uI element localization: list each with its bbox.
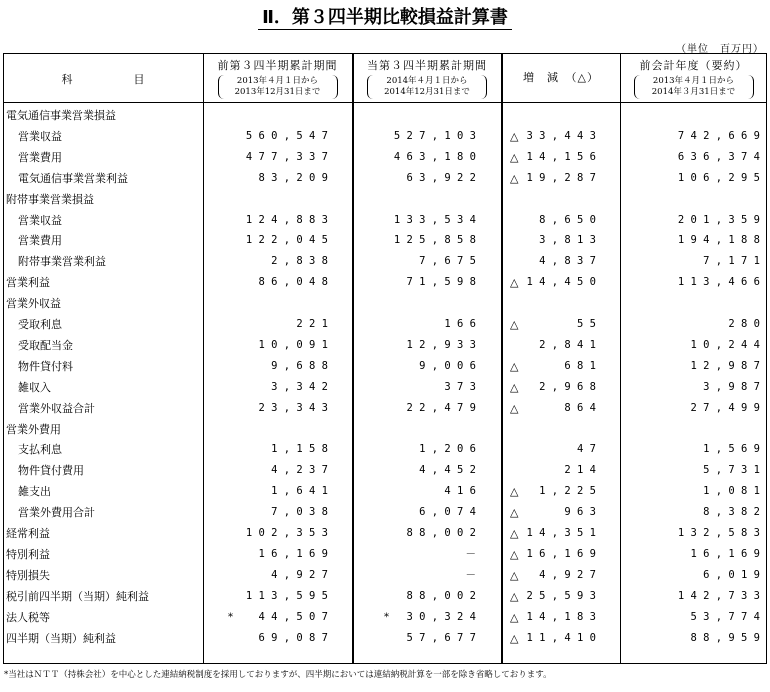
value-prior-year: 3 , 9 8 7 xyxy=(703,380,760,393)
value-prev-period: 1 2 2 , 0 4 5 xyxy=(245,234,328,247)
value-prev-period: 1 1 3 , 5 9 5 xyxy=(245,589,328,602)
value-change: 1 4 , 1 5 6 xyxy=(526,150,596,163)
negative-mark: △ xyxy=(510,276,519,290)
value-current-period: 8 8 , 0 0 2 xyxy=(406,527,476,539)
value-change: 2 , 8 4 1 xyxy=(539,338,596,351)
table-row xyxy=(4,314,766,335)
value-current-period: 1 2 , 9 3 3 xyxy=(406,338,476,351)
value-change: 3 3 , 4 4 3 xyxy=(526,129,596,142)
table-row xyxy=(4,251,766,272)
row-label: 附帯事業営業損益 xyxy=(6,192,94,206)
value-change: 3 , 8 1 3 xyxy=(539,234,596,247)
value-change: 4 , 8 3 7 xyxy=(539,255,596,268)
row-label: 営業利益 xyxy=(6,276,50,290)
row-label: 営業費用 xyxy=(18,234,62,248)
header-prev-period: 前第３四半期累計期間 2013年４月１日から 2013年12月31日まで xyxy=(217,59,338,97)
table-row xyxy=(4,377,766,398)
value-prior-year: 5 3 , 7 7 4 xyxy=(690,610,760,623)
table-row xyxy=(4,628,766,649)
table-row xyxy=(4,586,766,607)
row-label: 雑支出 xyxy=(18,485,51,499)
negative-mark: △ xyxy=(510,547,519,561)
row-label: 附帯事業営業利益 xyxy=(18,255,106,269)
value-current-period: － xyxy=(465,547,476,560)
value-current-period: 7 , 6 7 5 xyxy=(419,255,476,268)
unit-label: （単位 百万円） xyxy=(676,44,764,55)
value-change: 1 4 , 1 8 3 xyxy=(526,610,596,623)
value-prior-year: 1 1 3 , 4 6 6 xyxy=(677,276,760,289)
value-prev-period: 6 9 , 0 8 7 xyxy=(258,631,328,644)
value-change: 1 6 , 1 6 9 xyxy=(526,547,596,560)
value-change: 2 , 9 6 8 xyxy=(539,380,596,393)
row-label: 物件貸付料 xyxy=(18,359,73,373)
value-prev-period: 4 , 2 3 7 xyxy=(271,464,328,477)
header-subject: 科 目 xyxy=(61,73,146,86)
value-current-period: 5 7 , 6 7 7 xyxy=(406,631,476,644)
value-current-period: 3 7 3 xyxy=(444,380,476,393)
value-change: 2 5 , 5 9 3 xyxy=(526,589,596,602)
value-prior-year: 8 8 , 9 5 9 xyxy=(690,631,760,644)
value-change: 5 5 xyxy=(577,318,596,330)
negative-mark: △ xyxy=(510,171,519,185)
value-prev-period: 4 4 , 5 0 7 xyxy=(258,610,328,623)
table-row xyxy=(4,607,766,628)
value-prev-period: 1 , 6 4 1 xyxy=(271,485,328,498)
header-separator xyxy=(4,102,766,103)
table-row xyxy=(4,419,766,440)
value-prev-period: 7 , 0 3 8 xyxy=(271,506,328,519)
value-prior-year: 1 3 2 , 5 8 3 xyxy=(677,527,760,539)
row-label: 特別損失 xyxy=(6,568,50,582)
value-prev-period: 1 2 4 , 8 8 3 xyxy=(245,213,328,226)
value-current-period: － xyxy=(465,568,476,581)
value-current-period: 6 3 , 9 2 2 xyxy=(406,171,476,184)
value-change: 2 1 4 xyxy=(564,464,596,477)
row-label: 営業収益 xyxy=(18,213,62,227)
table-row xyxy=(4,398,766,419)
table-row xyxy=(4,439,766,460)
row-label: 電気通信事業営業損益 xyxy=(6,109,116,122)
value-change: 8 6 4 xyxy=(564,401,596,414)
value-prior-year: 2 8 0 xyxy=(728,318,760,330)
row-label: 受取利息 xyxy=(18,318,62,331)
table-row xyxy=(4,523,766,544)
table-row xyxy=(4,460,766,481)
value-change: 1 1 , 4 1 0 xyxy=(526,631,596,644)
value-prior-year: 6 , 0 1 9 xyxy=(703,568,760,581)
income-statement-table xyxy=(3,53,767,664)
value-prev-period: 1 , 1 5 8 xyxy=(271,443,328,456)
row-label: 特別利益 xyxy=(6,547,50,561)
value-current-period: 1 6 6 xyxy=(444,318,476,330)
table-row xyxy=(4,210,766,231)
row-label: 雑収入 xyxy=(18,380,51,394)
row-label: 経常利益 xyxy=(6,527,50,540)
value-prev-period: 5 6 0 , 5 4 7 xyxy=(245,129,328,142)
row-label: 電気通信事業営業利益 xyxy=(18,171,128,185)
negative-mark: △ xyxy=(510,589,519,603)
row-label: 受取配当金 xyxy=(18,338,73,352)
negative-mark: △ xyxy=(510,527,519,540)
row-label: 営業外費用合計 xyxy=(18,506,95,520)
negative-mark: △ xyxy=(510,568,519,582)
value-prior-year: 6 3 6 , 3 7 4 xyxy=(677,150,760,163)
value-current-period: 1 , 2 0 6 xyxy=(419,443,476,456)
value-prior-year: 8 , 3 8 2 xyxy=(703,506,760,519)
table-row xyxy=(4,105,766,126)
value-prior-year: 1 , 0 8 1 xyxy=(703,485,760,498)
table-row xyxy=(4,126,766,147)
value-prior-year: 1 0 , 2 4 4 xyxy=(690,338,760,351)
value-prev-period: 1 0 , 0 9 1 xyxy=(258,338,328,351)
page-title: Ⅱ．第３四半期比較損益計算書 xyxy=(0,3,770,29)
value-current-period: 4 , 4 5 2 xyxy=(419,464,476,477)
negative-mark: △ xyxy=(510,318,519,331)
value-current-period: 1 3 3 , 5 3 4 xyxy=(393,213,476,226)
table-row xyxy=(4,356,766,377)
table-row xyxy=(4,189,766,210)
value-change: 8 , 6 5 0 xyxy=(539,213,596,226)
negative-mark: △ xyxy=(510,401,519,415)
value-change: 1 4 , 3 5 1 xyxy=(526,527,596,539)
header-change: 増 減 （△） xyxy=(523,71,599,84)
value-current-period: 7 1 , 5 9 8 xyxy=(406,276,476,289)
row-label: 営業外収益合計 xyxy=(18,401,95,415)
table-row xyxy=(4,544,766,565)
value-prev-period: 2 2 1 xyxy=(296,318,328,330)
row-label: 営業費用 xyxy=(18,150,62,164)
value-prior-year: 1 , 5 6 9 xyxy=(703,443,760,456)
table-row xyxy=(4,481,766,502)
table-row xyxy=(4,335,766,356)
asterisk-mark: * xyxy=(384,611,389,623)
row-label: 支払利息 xyxy=(18,443,62,457)
value-prev-period: 8 6 , 0 4 8 xyxy=(258,276,328,289)
negative-mark: △ xyxy=(510,631,519,645)
value-current-period: 4 6 3 , 1 8 0 xyxy=(393,150,476,163)
row-label: 営業外費用 xyxy=(6,422,61,436)
footnote: *当社はＮＴＴ（持株会社）を中心とした連結納税制度を採用しておりますが、四半期においては連結納税計算を一部を除き省略しております。 xyxy=(4,670,552,680)
value-prior-year: 1 9 4 , 1 8 8 xyxy=(677,234,760,247)
table-row xyxy=(4,565,766,586)
value-current-period: 2 2 , 4 7 9 xyxy=(406,401,476,414)
value-prev-period: 1 6 , 1 6 9 xyxy=(258,547,328,560)
negative-mark: △ xyxy=(510,485,519,499)
value-current-period: 8 8 , 0 0 2 xyxy=(406,589,476,602)
value-prior-year: 7 4 2 , 6 6 9 xyxy=(677,129,760,142)
value-prior-year: 1 2 , 9 8 7 xyxy=(690,359,760,372)
row-label: 営業収益 xyxy=(18,129,62,143)
value-change: 1 9 , 2 8 7 xyxy=(526,171,596,184)
table-row xyxy=(4,272,766,293)
value-prior-year: 5 , 7 3 1 xyxy=(703,464,760,477)
table-row xyxy=(4,230,766,251)
table-row xyxy=(4,502,766,523)
value-current-period: 6 , 0 7 4 xyxy=(419,506,476,519)
header-prior-year: 前会計年度（要約） 2013年４月１日から 2014年３月31日まで xyxy=(620,54,767,102)
table-row xyxy=(4,168,766,189)
value-prev-period: 4 , 9 2 7 xyxy=(271,568,328,581)
value-current-period: 4 1 6 xyxy=(444,485,476,498)
row-label: 法人税等 xyxy=(6,610,50,624)
row-label: 四半期（当期）純利益 xyxy=(6,631,116,645)
negative-mark: △ xyxy=(510,610,519,624)
value-prev-period: 3 , 3 4 2 xyxy=(271,380,328,393)
row-label: 営業外収益 xyxy=(6,297,61,311)
negative-mark: △ xyxy=(510,380,519,394)
value-prior-year: 2 0 1 , 3 5 9 xyxy=(677,213,760,226)
value-prev-period: 9 , 6 8 8 xyxy=(271,359,328,372)
value-prev-period: 2 3 , 3 4 3 xyxy=(258,401,328,414)
value-change: 9 6 3 xyxy=(564,506,596,519)
value-current-period: 5 2 7 , 1 0 3 xyxy=(393,129,476,142)
value-change: 4 , 9 2 7 xyxy=(539,568,596,581)
value-prev-period: 8 3 , 2 0 9 xyxy=(258,171,328,184)
header-current-period: 当第３四半期累計期間 2014年４月１日から 2014年12月31日まで xyxy=(367,59,487,97)
value-current-period: 1 2 5 , 8 5 8 xyxy=(393,234,476,247)
negative-mark: △ xyxy=(510,129,519,143)
table-row xyxy=(4,147,766,168)
value-current-period: 3 0 , 3 2 4 xyxy=(406,610,476,623)
value-prior-year: 2 7 , 4 9 9 xyxy=(690,401,760,414)
row-label: 物件貸付費用 xyxy=(18,464,84,478)
value-change: 6 8 1 xyxy=(564,359,596,372)
value-current-period: 9 , 0 0 6 xyxy=(419,359,476,372)
value-change: 4 7 xyxy=(577,443,596,456)
value-prev-period: 1 0 2 , 3 5 3 xyxy=(245,527,328,539)
value-change: 1 , 2 2 5 xyxy=(539,485,596,498)
value-prior-year: 1 0 6 , 2 9 5 xyxy=(677,171,760,184)
value-prior-year: 1 4 2 , 7 3 3 xyxy=(677,589,760,602)
negative-mark: △ xyxy=(510,150,519,164)
value-change: 1 4 , 4 5 0 xyxy=(526,276,596,289)
negative-mark: △ xyxy=(510,359,519,373)
value-prev-period: 4 7 7 , 3 3 7 xyxy=(245,150,328,163)
value-prior-year: 7 , 1 7 1 xyxy=(703,255,760,268)
value-prev-period: 2 , 8 3 8 xyxy=(271,255,328,268)
negative-mark: △ xyxy=(510,506,519,520)
table-row xyxy=(4,293,766,314)
asterisk-mark: * xyxy=(228,611,233,623)
value-prior-year: 1 6 , 1 6 9 xyxy=(690,547,760,560)
row-label: 税引前四半期（当期）純利益 xyxy=(6,589,149,603)
